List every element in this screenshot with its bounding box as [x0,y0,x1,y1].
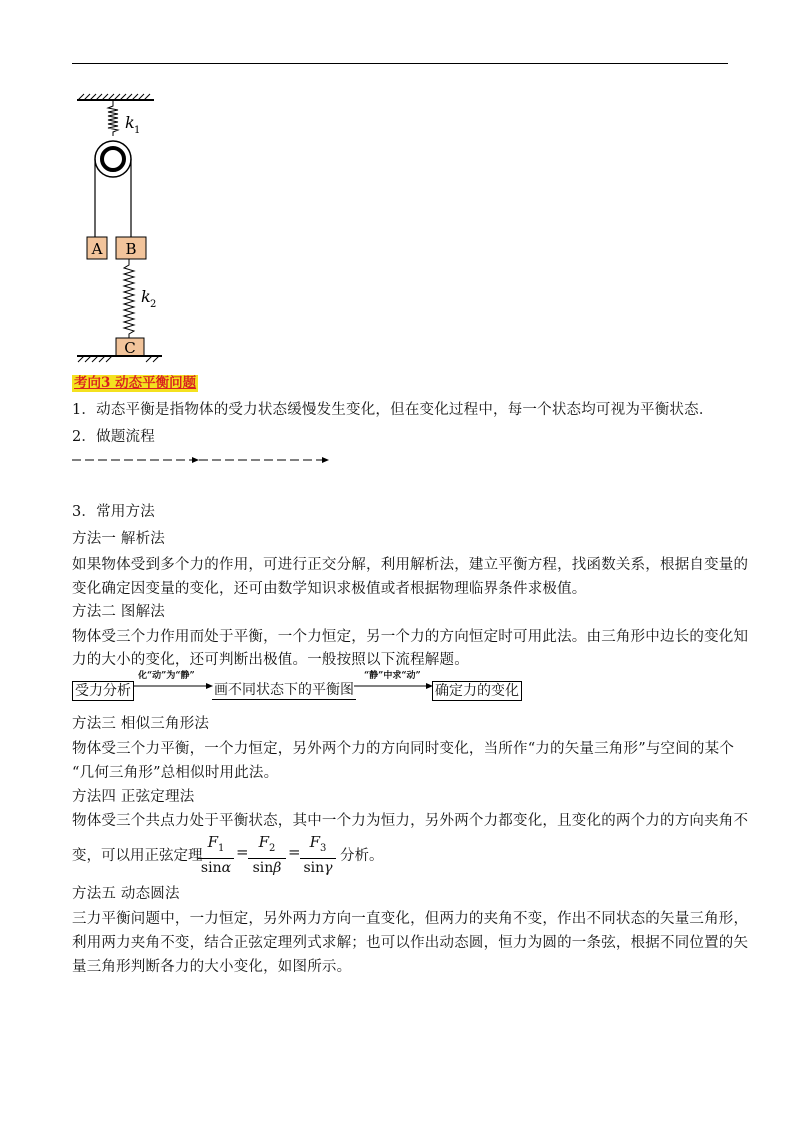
figure-svg [72,92,182,367]
block-a-label: A [91,240,103,258]
section-tag: 考向3 动态平衡问题 [74,375,197,391]
method1-p1: 如果物体受到多个力的作用，可进行正交分解，利用解析法，建立平衡方程，找函数关系，根据自变量的 [72,557,749,573]
method5-p1: 三力平衡问题中，一力恒定，另外两力方向一直变化，但两力的夹角不变，作出不同状态的矢量三角形， [72,911,749,927]
flow-box-force-analysis: 受力分析 [72,681,134,701]
para-2: 2．做题流程 [72,429,155,445]
method5-p3: 量三角形判断各力的大小变化，如图所示。 [72,959,352,975]
dash-arrow-1-head [192,457,199,463]
method1-title: 方法一 解析法 [72,531,166,547]
method2-p2: 力的大小的变化，还可判断出极值。一般按照以下流程解题。 [72,652,469,668]
equals-1: = [236,843,249,861]
flow-box-determine-change: 确定力的变化 [432,681,522,701]
k1-label: k [125,113,135,132]
method3-p2: “几何三角形”总相似时用此法。 [72,765,279,781]
pulley-inner [102,148,124,170]
method4-p2-pre: 变，可以用正弦定理 [72,848,203,864]
dash-arrow-2-head [322,457,329,463]
k2-label: k [141,287,151,306]
block-b-label: B [125,240,137,258]
method5-title: 方法五 动态圆法 [72,886,180,902]
fraction-f1: $F_1$ sinα [198,834,234,877]
para-3: 3．常用方法 [72,504,155,520]
method3-title: 方法三 相似三角形法 [72,716,210,732]
k1-sub: 1 [134,125,141,136]
method4-title: 方法四 正弦定理法 [72,789,195,805]
method5-p2: 利用两力夹角不变，结合正弦定理列式求解；也可以作出动态圆，恒力为圆的一条弦，根据不同位置的矢 [72,935,749,951]
method3-p1: 物体受三个力平衡，一个力恒定，另外两个力的方向同时变化，当所作“力的矢量三角形”与空间的某个 [72,741,735,757]
k2-sub: 2 [150,299,157,310]
spring-pulley-figure [72,92,182,371]
block-c-label: C [124,339,136,357]
flow-box-equilibrium-diagram: 画不同状态下的平衡图 [214,682,354,698]
method4-p2-post: 分析。 [340,848,384,864]
spring-k1 [108,100,118,136]
flow-arrow2-label: “静”中求“动” [364,671,421,681]
para-1: 1．动态平衡是指物体的受力状态缓慢发生变化，但在变化过程中，每一个状态均可视为平衡状态． [72,402,714,418]
fraction-f3: $F_3$ sinγ [300,834,336,877]
process-dash-arrows [72,452,332,471]
spring-k2 [124,259,134,338]
method2-title: 方法二 图解法 [72,604,166,620]
flow-arrow1-label: 化“动”为“静” [138,671,195,681]
header-rule [72,63,728,64]
equals-2: = [288,843,301,861]
method4-p1: 物体受三个共点力处于平衡状态，其中一个力为恒力，另外两个力都变化，且变化的两个力的方向夹角不 [72,813,749,829]
method2-p1: 物体受三个力作用而处于平衡，一个力恒定，另一个力的方向恒定时可用此法。由三角形中边长的变化知 [72,629,749,645]
method1-p2: 变化确定因变量的变化，还可由数学知识求极值或者根据物理临界条件求极值。 [72,581,587,597]
fraction-f2: $F_2$ sinβ [248,834,286,877]
